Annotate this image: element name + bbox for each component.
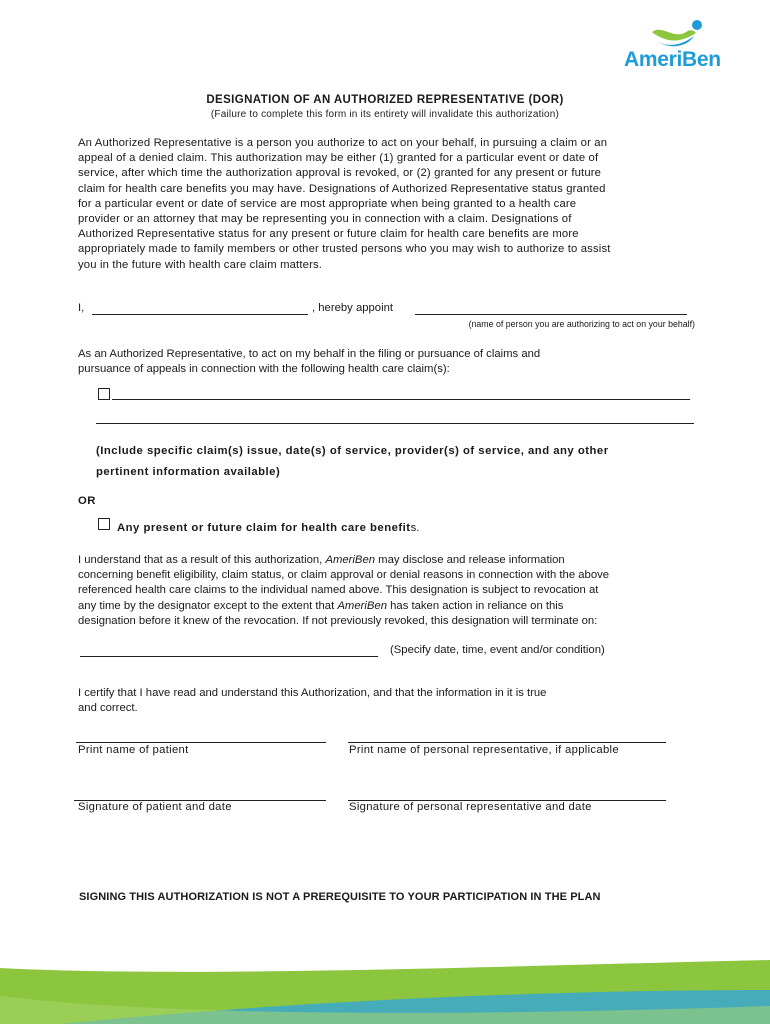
designator-name-field[interactable] [92, 314, 308, 315]
intro-line: appropriately made to family members or other trusted persons who you may wish to authorize to assist [78, 243, 611, 256]
certify-line: I certify that I have read and understand this Authorization, and that the information in it is true [78, 687, 547, 699]
disclosure-text: has taken action in reliance on this [386, 599, 564, 612]
form-title: DESIGNATION OF AN AUTHORIZED REPRESENTATIVE (DOR) [206, 94, 564, 106]
disclosure-line [78, 553, 708, 568]
specific-claim-checkbox[interactable] [98, 388, 110, 400]
rep-signature-label: Signature of personal representative and date [349, 801, 592, 813]
footer-wave-graphic [0, 960, 770, 1024]
logo-swoosh-icon [648, 18, 708, 50]
disclosure-text: I understand that as a result of this authorization, [78, 554, 326, 566]
termination-hint: (Specify date, time, event and/or condition) [390, 644, 605, 656]
future-claim-checkbox[interactable] [98, 518, 110, 530]
future-claim-label-end: s. [410, 522, 420, 534]
intro-line: for a particular event or date of service are most appropriate when being granted to a health care [78, 197, 577, 210]
future-claim-label [117, 521, 617, 536]
authority-statement [78, 347, 698, 377]
appoint-middle-text: , hereby appoint [312, 302, 394, 314]
disclosure-line: concerning benefit eligibility, claim status, or claim approval or denial reasons in connection with the above [78, 569, 610, 582]
intro-line: Authorized Representative status for any present or future claim for health care benefits are more [78, 228, 579, 241]
prerequisite-notice: SIGNING THIS AUTHORIZATION IS NOT A PREREQUISITE TO YOUR PARTICIPATION IN THE PLAN [79, 891, 601, 903]
future-claim-label-bold: Any present or future claim for health care benefit [117, 522, 411, 534]
patient-print-name-label: Print name of patient [78, 744, 189, 756]
intro-line: service, after which time the authorization approval is revoked, or (2) granted for any present or future [78, 167, 602, 180]
disclosure-line: designation before it knew of the revocation. If not previously revoked, this designation will terminate on: [78, 614, 598, 627]
intro-line: provider or an attorney that may be representing you in connection with a claim. Designations of [78, 213, 572, 226]
certify-statement [78, 686, 708, 716]
intro-line: you in the future with health care claim matters. [78, 258, 323, 271]
specific-claim-instruction [96, 444, 716, 480]
logo-wordmark: AmeriBen [624, 48, 721, 71]
disclosure-text: any time by the designator except to the extent that [78, 599, 338, 612]
certify-line: and correct. [78, 702, 138, 715]
ameriben-logo [620, 18, 730, 78]
instruction-line: pertinent information available) [96, 466, 281, 479]
authority-line: As an Authorized Representative, to act on my behalf in the filing or pursuance of claims and [78, 348, 541, 360]
disclosure-line [78, 599, 708, 614]
specific-claim-line-1[interactable] [112, 399, 690, 400]
patient-print-name-field[interactable] [76, 742, 326, 743]
intro-line: claim for health care benefits you may have. Designations of Authorized Representative status granted [78, 182, 606, 195]
representative-name-hint: (name of person you are authorizing to act on your behalf) [468, 319, 695, 329]
disclosure-brand: AmeriBen [325, 554, 376, 566]
disclosure-text: may disclose and release information [375, 554, 565, 566]
intro-paragraph [78, 136, 698, 273]
intro-line: An Authorized Representative is a person you authorize to act on your behalf, in pursuing a claim or an [78, 137, 608, 149]
disclosure-brand: AmeriBen [337, 599, 387, 612]
instruction-line: (Include specific claim(s) issue, date(s) of service, provider(s) of service, and any other [96, 445, 609, 457]
representative-name-field[interactable] [415, 314, 687, 315]
specific-claim-line-2[interactable] [96, 423, 694, 424]
intro-line: appeal of a denied claim. This authorization may be either (1) granted for a particular event or date of [78, 152, 599, 165]
form-subtitle: (Failure to complete this form in its entirety will invalidate this authorization) [210, 109, 560, 120]
or-label: OR [78, 495, 96, 507]
disclosure-line: referenced health care claims to the individual named above. This designation is subject to revocation at [78, 584, 599, 597]
appoint-prefix: I, [78, 302, 85, 314]
rep-print-name-label: Print name of personal representative, if applicable [349, 744, 619, 756]
rep-print-name-field[interactable] [348, 742, 666, 743]
disclosure-paragraph [78, 553, 708, 629]
patient-signature-label: Signature of patient and date [78, 801, 232, 813]
authority-line: pursuance of appeals in connection with the following health care claim(s): [78, 363, 450, 376]
termination-condition-field[interactable] [80, 656, 378, 657]
